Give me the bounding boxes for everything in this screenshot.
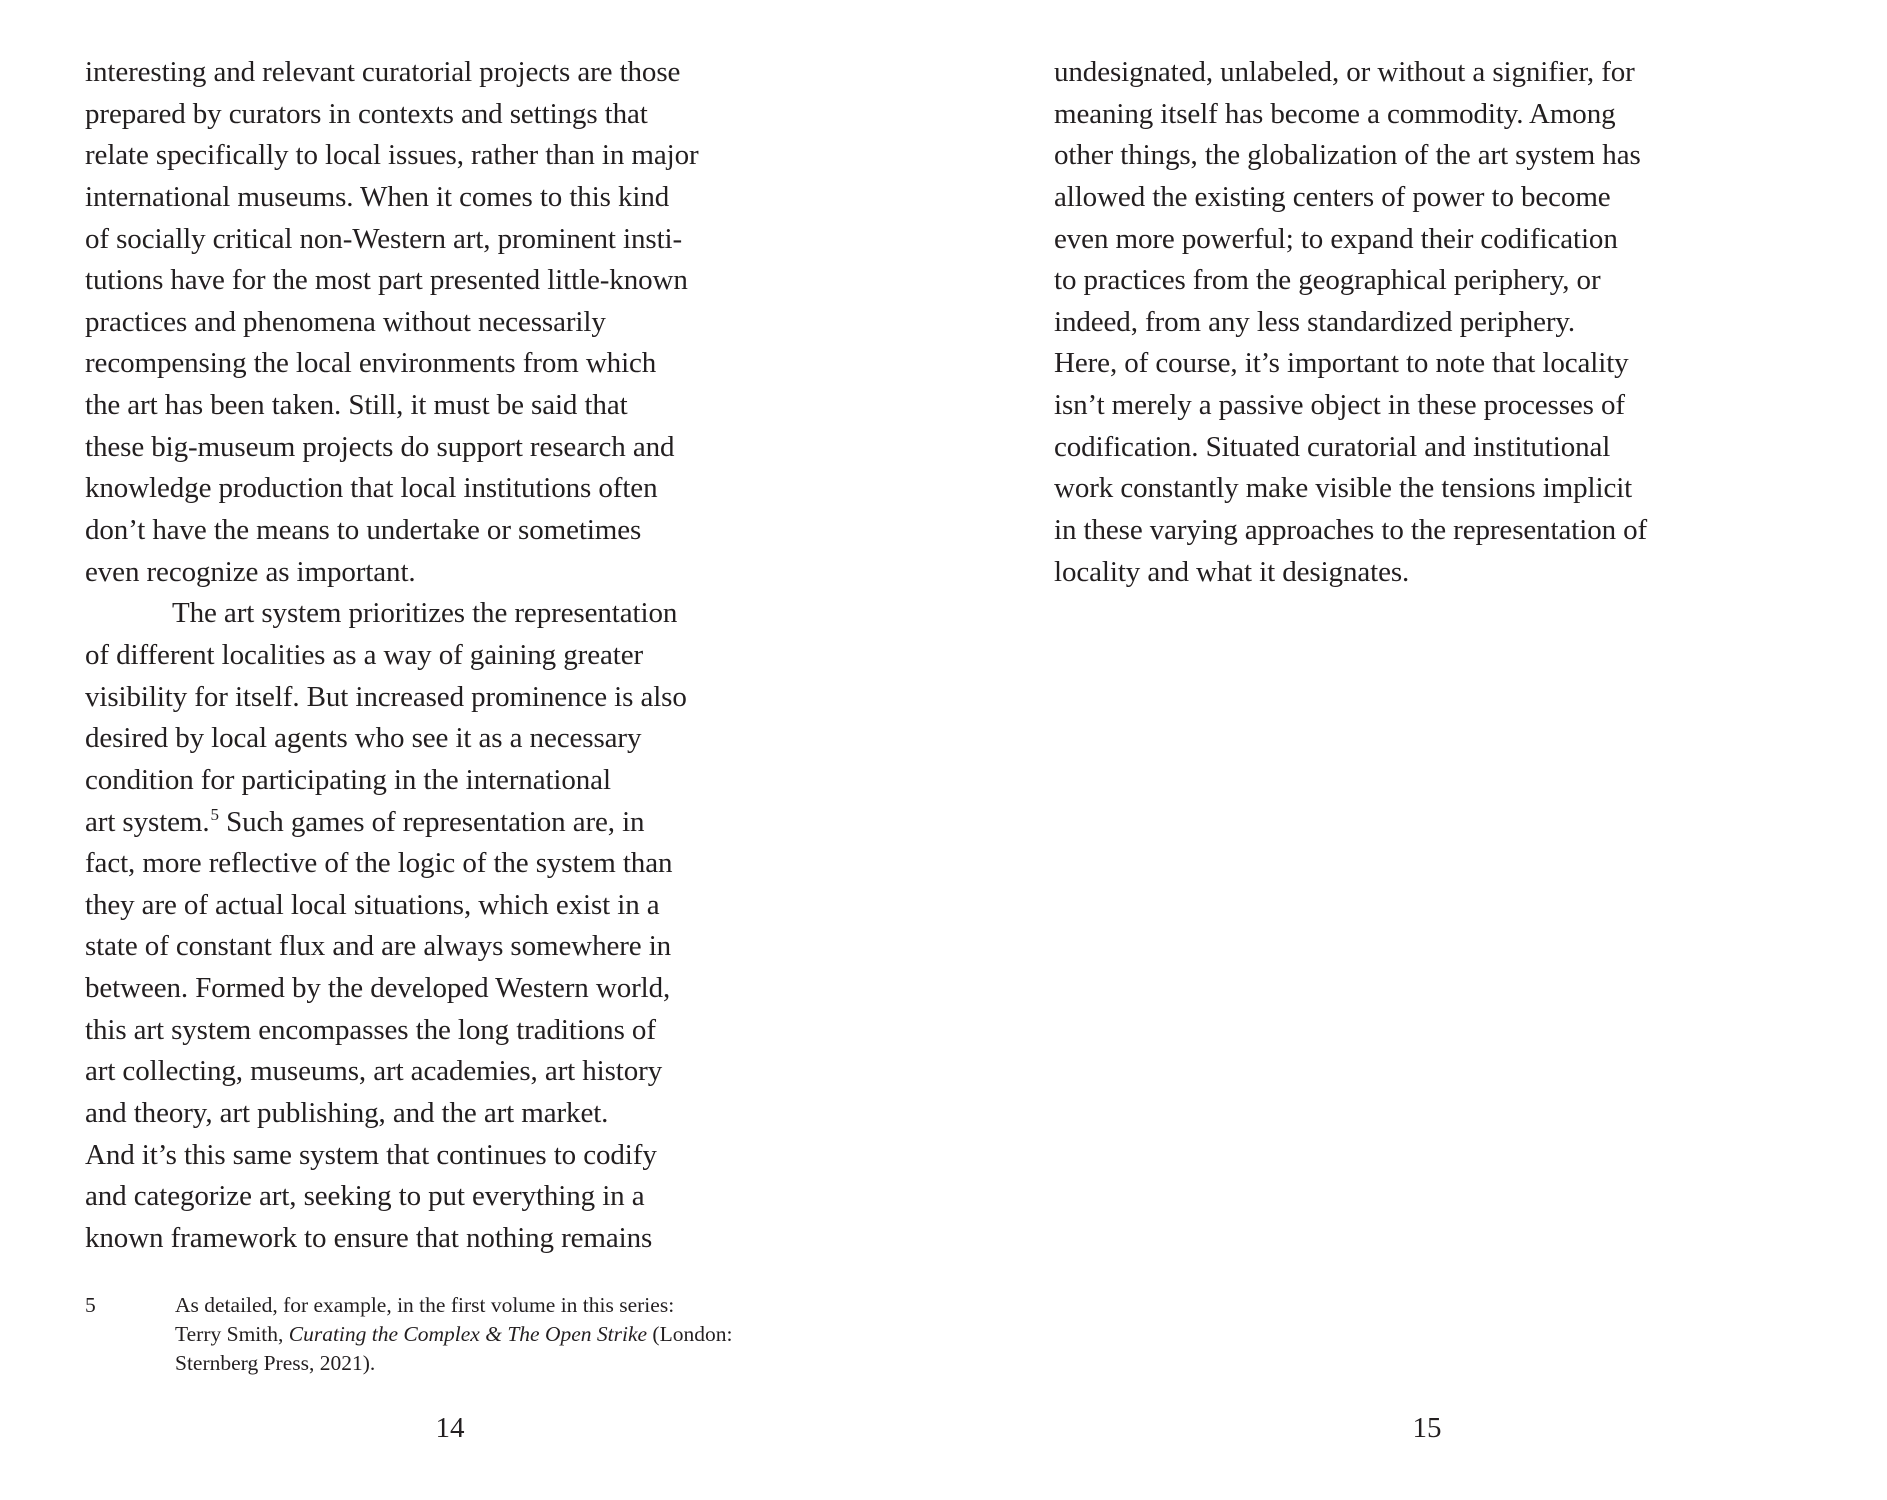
text-line: other things, the globalization of the art system has [1054,139,1641,172]
footnote-line: As detailed, for example, in the first volume in this series: [175,1293,675,1317]
text-line: of different localities as a way of gaining greater [85,638,644,671]
paragraph [85,52,699,593]
text-line: prepared by curators in contexts and settings that [85,97,648,130]
text-line: in these varying approaches to the representation of [1054,514,1648,547]
footnote-publisher: (London: [647,1322,733,1346]
page-number: 14 [435,1412,465,1444]
text-line-with-footnote-ref [85,802,699,844]
text-line: and theory, art publishing, and the art market. [85,1097,609,1130]
footnote-line: Sternberg Press, 2021). [175,1351,376,1375]
text-line: indeed, from any less standardized periphery. [1054,305,1576,338]
text-line: known framework to ensure that nothing remains [85,1221,653,1254]
text-line: between. Formed by the developed Western world, [85,972,671,1005]
footnote-reference[interactable]: 5 [210,804,219,824]
text-line: these big-museum projects do support research and [85,430,675,463]
paragraph [85,593,699,1259]
text-line: tutions have for the most part presented little-known [85,264,688,297]
text-line: locality and what it designates. [1054,555,1410,588]
text-line: visibility for itself. But increased prominence is also [85,680,687,713]
text-line: they are of actual local situations, which exist in a [85,888,660,921]
text-line: interesting and relevant curatorial projects are those [85,56,681,88]
text-line: condition for participating in the international [85,763,611,796]
text-line: work constantly make visible the tensions implicit [1054,472,1633,505]
text-line: meaning itself has become a commodity. Among [1054,97,1616,130]
text-line: state of constant flux and are always somewhere in [85,930,672,963]
right-page [943,0,1887,1500]
text-line: And it’s this same system that continues to codify [85,1138,657,1171]
text-line: even recognize as important. [85,555,416,588]
text-line: codification. Situated curatorial and institutional [1054,430,1611,463]
text-segment: Such games of representation are, in [218,805,645,838]
footnote-author: Terry Smith, [175,1322,289,1346]
text-line: allowed the existing centers of power to become [1054,180,1611,213]
text-line-indented: The art system prioritizes the representation [172,597,678,630]
text-line: this art system encompasses the long traditions of [85,1013,656,1046]
left-page [0,0,943,1500]
text-segment: art system. [85,805,210,838]
text-line: recompensing the local environments from which [85,347,657,380]
body-text-column [85,52,699,1260]
text-line: of socially critical non-Western art, prominent insti- [85,222,683,255]
page-number: 15 [1412,1412,1442,1444]
text-line: the art has been taken. Still, it must be said that [85,389,628,422]
footnote-book-title: Curating the Complex & The Open Strike [288,1322,648,1346]
text-line: Here, of course, it’s important to note that locality [1054,347,1629,380]
text-line: undesignated, unlabeled, or without a signifier, for [1054,56,1635,88]
text-line: knowledge production that local institutions often [85,472,658,505]
text-line: and categorize art, seeking to put everything in a [85,1180,645,1213]
text-line: don’t have the means to undertake or sometimes [85,514,642,547]
footnote-body [175,1291,732,1378]
body-text-column [1054,52,1647,593]
text-line: fact, more reflective of the logic of the system than [85,847,673,880]
text-line: to practices from the geographical periphery, or [1054,264,1601,297]
footnote-number: 5 [85,1293,96,1317]
paragraph [1054,52,1647,593]
text-line: even more powerful; to expand their codification [1054,222,1618,255]
text-line: international museums. When it comes to this kind [85,180,670,213]
text-line: desired by local agents who see it as a necessary [85,722,642,755]
text-line: practices and phenomena without necessarily [85,305,606,338]
text-line: isn’t merely a passive object in these processes of [1054,389,1625,422]
footnote-line [175,1320,732,1349]
text-line: relate specifically to local issues, rather than in major [85,139,699,172]
text-line: art collecting, museums, art academies, art history [85,1055,663,1088]
